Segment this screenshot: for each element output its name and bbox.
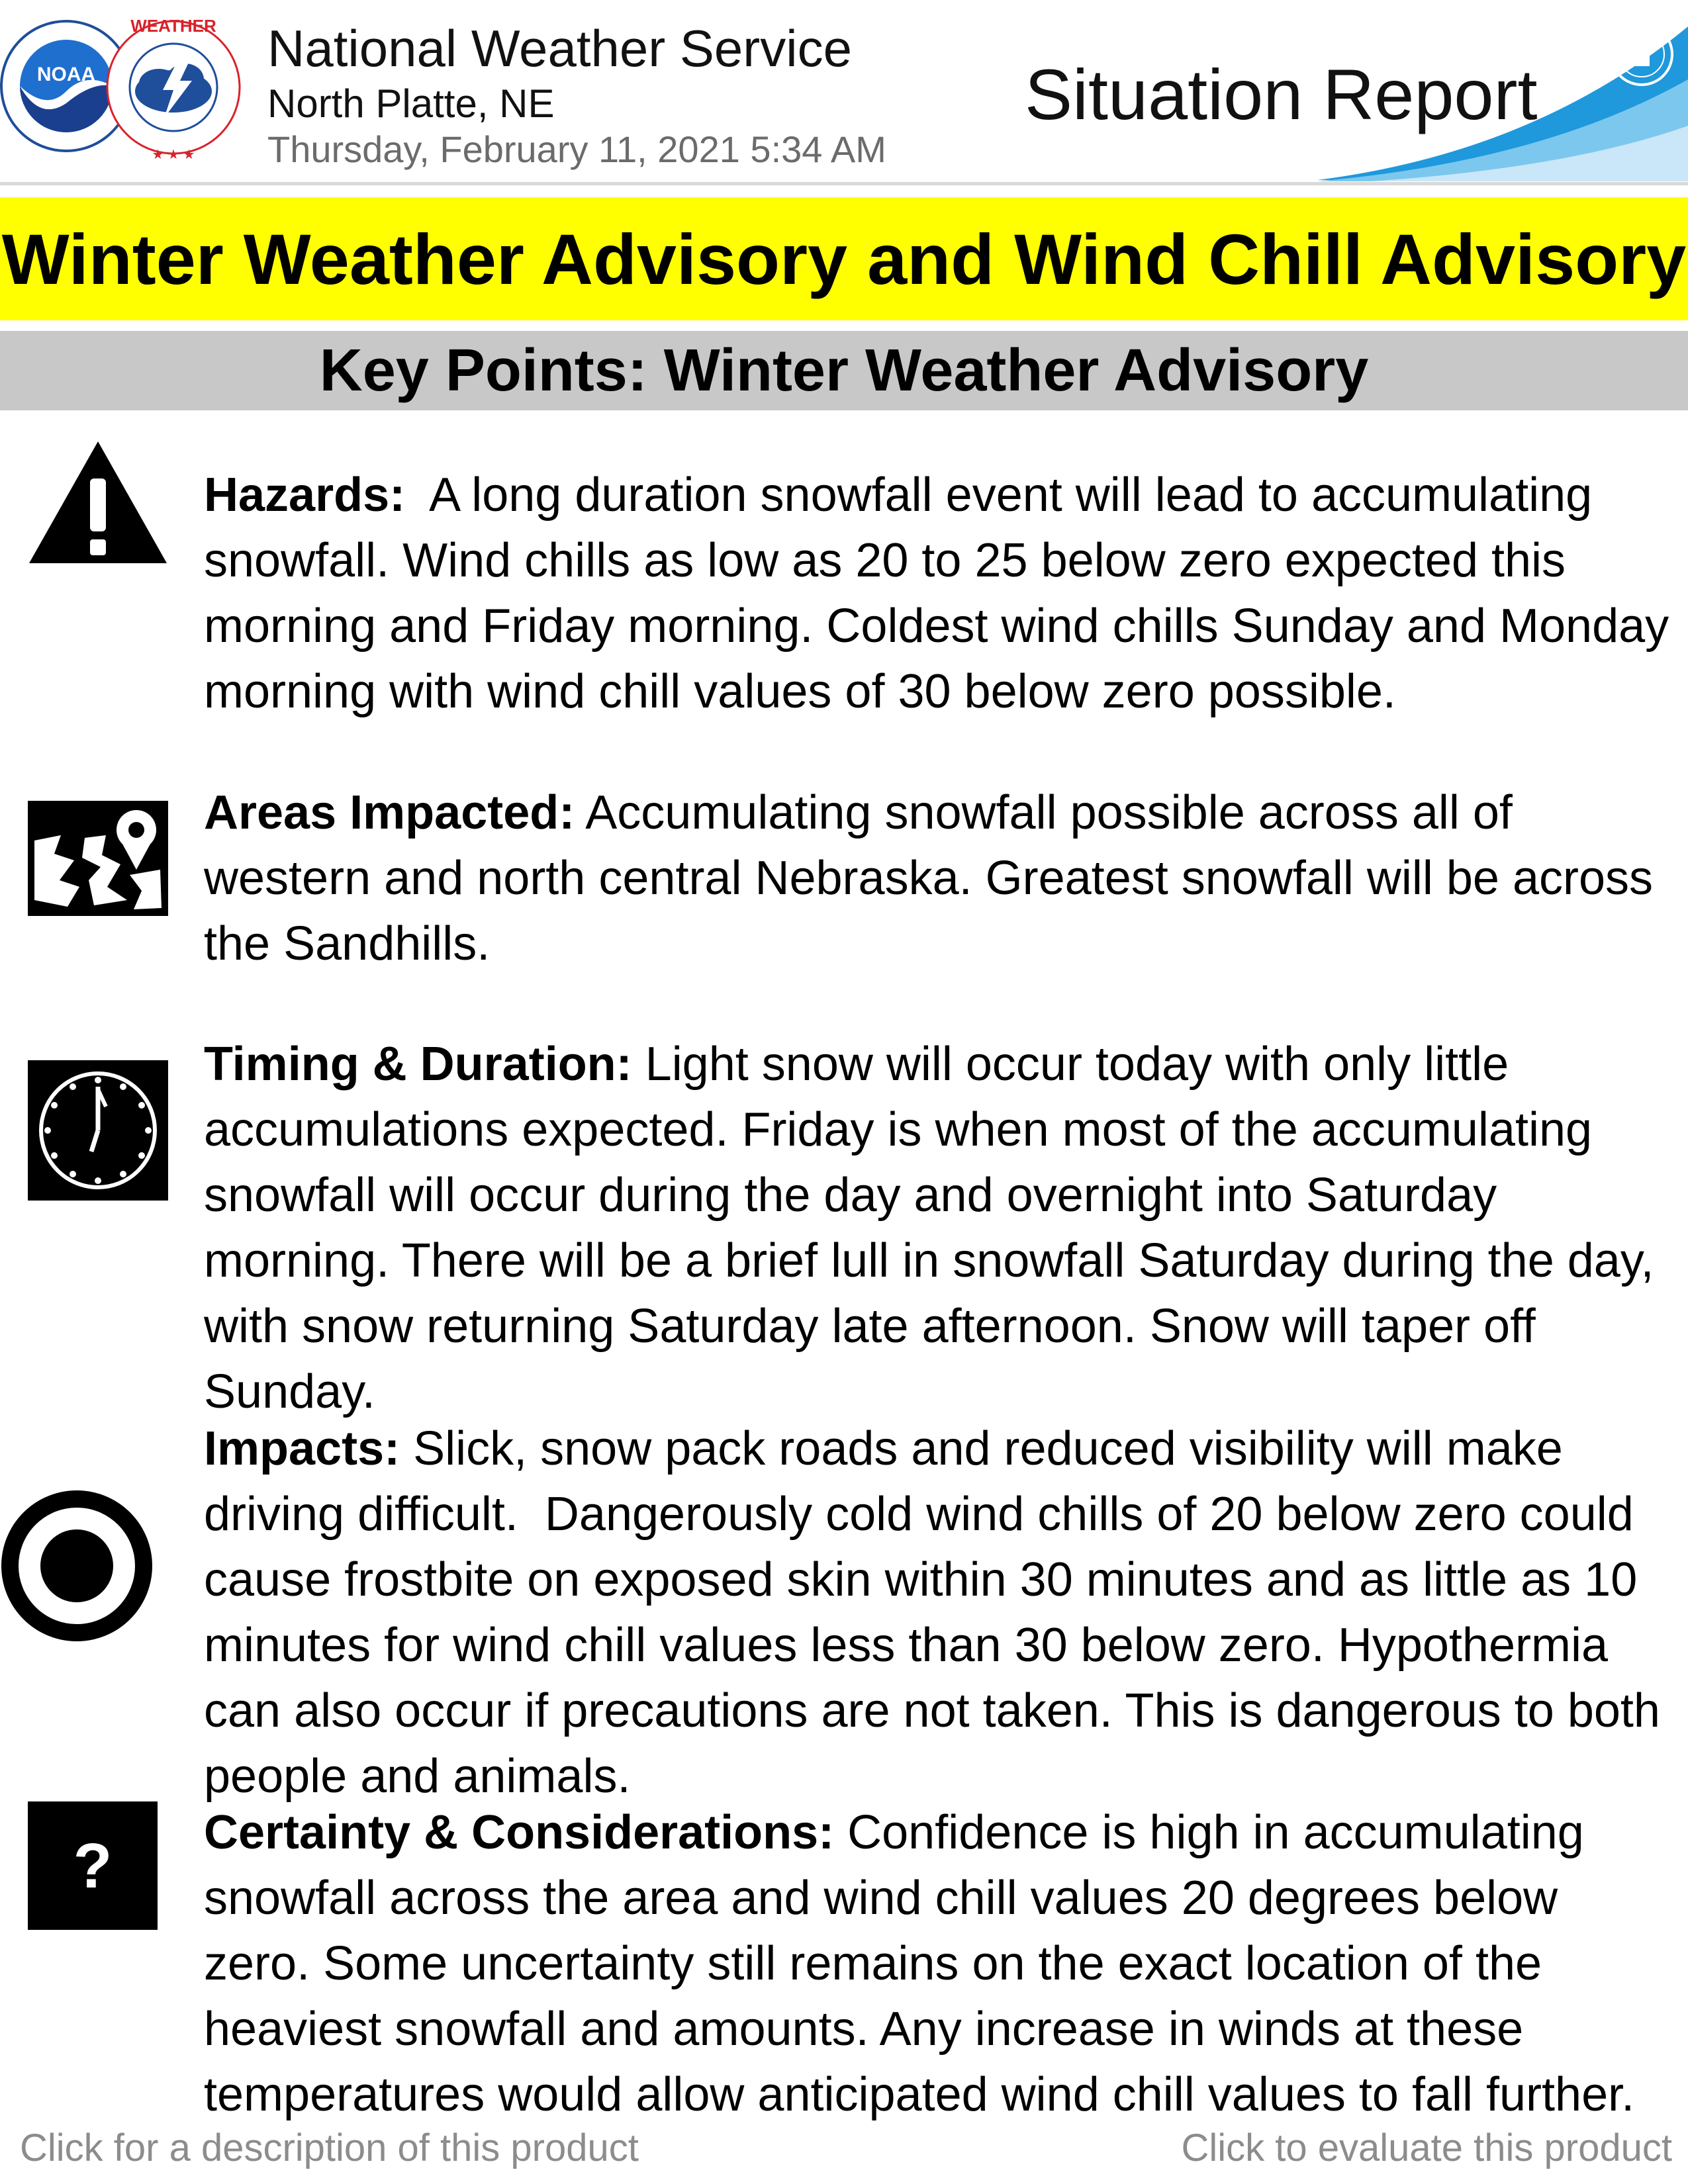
advisory-banner [0,197,1688,320]
section-text: Confidence is high in accumulating snowfall across the area and wind chill values 20 degrees below zero. Some uncertainty still remains on the exact location of the heaviest snowfall and amounts. Any increase in winds at these temperatures would allow anticipated wind chill values to fall further. [204,1806,1635,2121]
section-label: Impacts: [204,1422,400,1475]
hazards-section [204,463,1683,725]
target-icon [0,1489,154,1643]
svg-text:★ ★ ★: ★ ★ ★ [152,148,195,162]
report-header [0,0,1688,187]
svg-text:?: ? [73,1831,113,1901]
section-label: Certainty & Considerations: [204,1806,835,1859]
impacts-section [204,1416,1673,1809]
nws-logo [107,16,240,162]
issued-datetime: Thursday, February 11, 2021 5:34 AM [267,128,886,170]
evaluate-product-link[interactable]: Click to evaluate this product [1181,2126,1672,2169]
agency-logos [0,12,245,177]
map-pin-icon [28,801,168,916]
section-text: Accumulating snowfall possible across all of western and north central Nebraska. Greatest snowfall will be across the Sandhills. [204,786,1667,970]
clock-icon [28,1060,168,1201]
areas-impacted-section [204,780,1673,977]
section-text: A long duration snowfall event will lead to accumulating snowfall. Wind chills as low as 20 to 25 below zero expected this morning and Friday morning. Coldest wind chills Sunday and Monday morning with wind chill values of 30 below zero possible. [204,469,1683,718]
section-label: Areas Impacted: [204,786,575,839]
office-location: North Platte, NE [267,81,555,126]
product-description-link[interactable]: Click for a description of this product [20,2126,639,2169]
timing-duration-section [204,1032,1673,1425]
certainty-section [204,1800,1673,2128]
header-divider [0,182,1688,185]
noaa-logo-text: NOAA [36,64,96,85]
section-label: Timing & Duration: [204,1038,632,1091]
office-name: National Weather Service [267,19,852,77]
key-points-title: Key Points: Winter Weather Advisory [319,337,1369,404]
report-title: Situation Report [1025,54,1538,134]
section-label: Hazards: [204,469,406,522]
section-text: Light snow will occur today with only little accumulations expected. Friday is when most of the accumulating snowfall will occur during the day and overnight into Saturday morning. There will be a brief lull in snowfall Saturday during the day, with snow returning Saturday late afternoon. Snow will taper off Sunday. [204,1038,1667,1418]
svg-text:WEATHER: WEATHER [130,16,216,36]
warning-triangle-icon [28,440,168,565]
key-points-banner [0,331,1688,410]
question-icon [28,1801,158,1930]
section-text: Slick, snow pack roads and reduced visibility will make driving difficult. Dangerously cold wind chills of 20 below zero could cause frostbite on exposed skin within 30 minutes and as little as 10 minutes for wind chill values less than 30 below zero. Hypothermia can also occur if precautions are not taken. This is dangerous to both people and animals. [204,1422,1673,1803]
advisory-title: Winter Weather Advisory and Wind Chill Advisory [1,218,1687,299]
